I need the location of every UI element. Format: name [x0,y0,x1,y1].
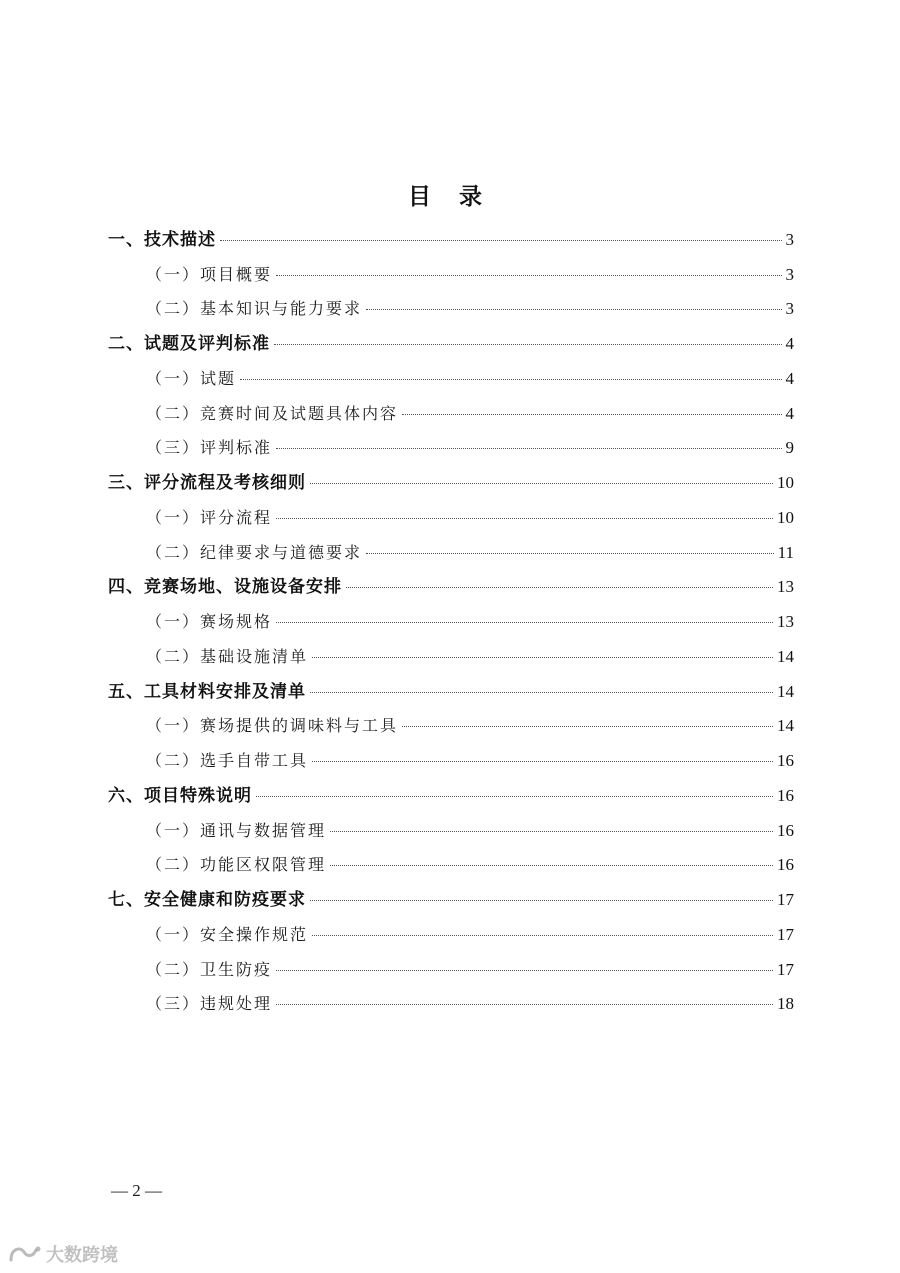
dot-leader [402,414,781,415]
toc-entry-page: 13 [777,577,794,596]
toc-entry-page: 17 [777,925,794,944]
toc-entry-page: 17 [777,890,794,909]
toc-entry[interactable] [146,260,794,290]
toc-entry[interactable] [108,677,794,707]
dot-leader [220,240,782,241]
toc-entry-page: 11 [777,543,794,562]
toc-entry[interactable] [146,850,794,880]
toc-entry[interactable] [146,746,794,776]
toc-entry[interactable] [146,642,794,672]
watermark-text: 大数跨境 [46,1245,118,1266]
dot-leader [366,553,774,554]
toc-entry-page: 17 [777,960,794,979]
toc-entry-page: 16 [777,821,794,840]
toc-entry-page: 3 [785,299,794,318]
toc-entry-label: （一）赛场提供的调味料与工具 [146,716,399,735]
toc-entry-label: 二、试题及评判标准 [108,334,270,354]
toc-entry-page: 4 [785,369,794,388]
dot-leader [310,483,773,484]
toc-entry-label: （二）基本知识与能力要求 [146,299,363,318]
dot-leader [274,344,782,345]
dot-leader [276,1004,773,1005]
dot-leader [276,448,781,449]
toc-entry-page: 14 [777,647,794,666]
toc-entry-page: 4 [785,334,794,353]
dot-leader [276,622,773,623]
dot-leader [402,726,773,727]
toc-title: 目 录 [407,184,492,210]
dot-leader [276,970,773,971]
dot-leader [346,587,773,588]
brand-logo-icon [8,1243,42,1265]
toc-entry-label: （三）评判标准 [146,438,273,457]
toc-entry-label: 五、工具材料安排及清单 [108,682,306,702]
dot-leader [330,831,773,832]
toc-entry-label: （二）卫生防疫 [146,960,273,979]
toc-entry-label: （二）基础设施清单 [146,647,309,666]
toc-entry[interactable] [146,503,794,533]
toc-entry[interactable] [146,294,794,324]
toc-entry[interactable] [146,989,794,1019]
toc-entry-label: （二）选手自带工具 [146,751,309,770]
toc-entry-page: 14 [777,716,794,735]
toc-entry-label: （一）安全操作规范 [146,925,309,944]
dot-leader [240,379,781,380]
toc-entry-page: 10 [777,473,794,492]
dot-leader [366,309,781,310]
toc-entry-label: （一）试题 [146,369,237,388]
toc-entry-page: 16 [777,751,794,770]
dot-leader [256,796,773,797]
toc-entry-label: 七、安全健康和防疫要求 [108,890,306,910]
toc-entry-label: （一）项目概要 [146,265,273,284]
dot-leader [276,518,773,519]
toc-entry-label: （三）违规处理 [146,994,273,1013]
toc-entry[interactable] [108,572,794,602]
toc-entry-page: 3 [785,230,794,249]
toc-entry-label: 六、项目特殊说明 [108,786,252,806]
dot-leader [310,692,773,693]
toc-entry-label: （二）功能区权限管理 [146,855,327,874]
toc-entry[interactable] [108,781,794,811]
toc-entry-page: 14 [777,682,794,701]
toc-entry-label: 一、技术描述 [108,230,216,250]
toc-entry-page: 3 [785,265,794,284]
toc-entry-page: 10 [777,508,794,527]
dot-leader [312,657,773,658]
toc-entry[interactable] [108,468,794,498]
toc-entry-page: 13 [777,612,794,631]
toc-entry-page: 16 [777,855,794,874]
toc-entry-label: 四、竞赛场地、设施设备安排 [108,577,342,597]
toc-entry-page: 18 [777,994,794,1013]
toc-entry[interactable] [146,711,794,741]
toc-entry[interactable] [108,225,794,255]
toc-entry[interactable] [146,955,794,985]
toc-entry-label: （二）纪律要求与道德要求 [146,543,363,562]
toc-entry-page: 9 [785,438,794,457]
toc-entry-page: 4 [785,404,794,423]
toc-entry-label: （一）赛场规格 [146,612,273,631]
toc-entry-label: （一）评分流程 [146,508,273,527]
toc-entry[interactable] [146,538,794,568]
toc-entry[interactable] [108,329,794,359]
toc-entry[interactable] [146,920,794,950]
toc-entry[interactable] [146,816,794,846]
toc-entry-page: 16 [777,786,794,805]
toc-entry-label: （一）通讯与数据管理 [146,821,327,840]
toc-entry[interactable] [146,364,794,394]
dot-leader [330,865,773,866]
page-number: — 2 — [111,1181,162,1200]
dot-leader [312,935,773,936]
toc-entry[interactable] [146,399,794,429]
toc-entry-label: 三、评分流程及考核细则 [108,473,306,493]
toc-entry[interactable] [146,607,794,637]
toc-entry[interactable] [108,885,794,915]
toc-entry[interactable] [146,433,794,463]
watermark [8,1241,118,1267]
dot-leader [276,275,781,276]
dot-leader [310,900,773,901]
dot-leader [312,761,773,762]
toc-entry-label: （二）竞赛时间及试题具体内容 [146,404,399,423]
